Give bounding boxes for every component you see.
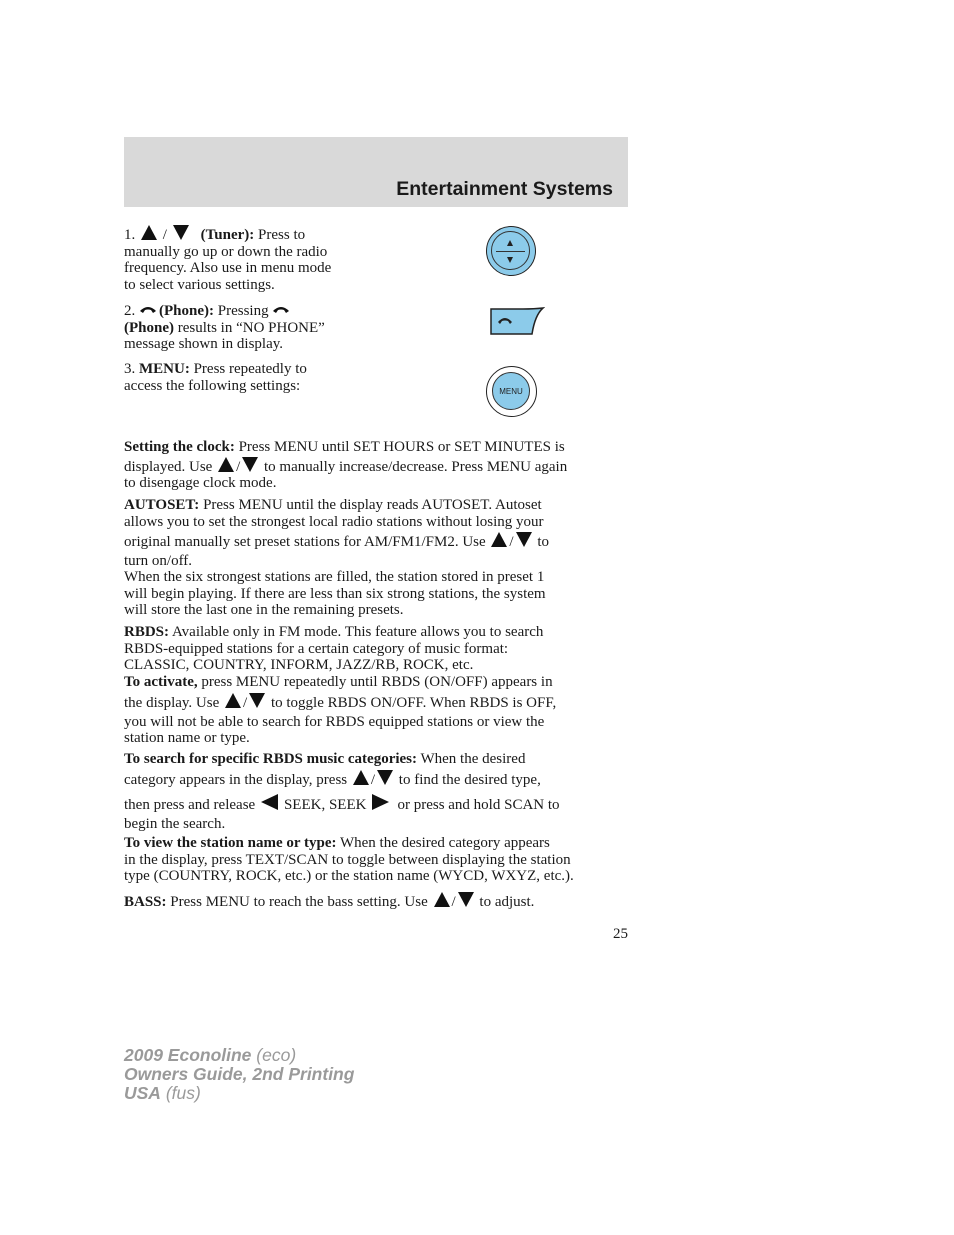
down-arrow-icon xyxy=(242,457,258,472)
tuner-button-icon xyxy=(486,226,536,276)
tuner-description: 1. / (Tuner): Press to manually go up or down the radio frequency. Also use in menu mode to select various settings. xyxy=(124,227,332,293)
down-arrow-icon xyxy=(249,693,265,708)
phone-description: 2. (Phone): Pressing (Phone) results in “NO PHONE” message shown in display. xyxy=(124,303,325,353)
menu-button-label: MENU xyxy=(492,372,530,410)
menu-description: 3. MENU: Press repeatedly to access the following settings: xyxy=(124,361,307,394)
down-arrow-icon xyxy=(516,532,532,547)
menu-button-icon xyxy=(486,366,537,417)
phone-icon xyxy=(272,303,292,320)
phone-icon xyxy=(139,303,159,320)
up-arrow-icon xyxy=(434,892,450,907)
up-arrow-icon xyxy=(491,532,507,547)
view-section: To view the station name or type: When the desired category appears in the display, press TEXT/SCAN to toggle between displaying the station type (COUNTRY, ROCK, etc.) or the station name (WYCD, WXYZ, etc.). xyxy=(124,835,574,884)
rbds-section: RBDS: Available only in FM mode. This feature allows you to search RBDS-equipped stations for a certain category of music format: CLASSIC, COUNTRY, INFORM, JAZZ/RB, ROCK, etc. To activate, press MENU repeatedly until RBDS (ON/OFF) appears in the display. Use / to toggle RBDS ON/OFF. When RBDS is OFF, you will not be able to search for RBDS equipped stations or view the station name or type. xyxy=(124,624,557,746)
seek-right-arrow-icon xyxy=(372,794,389,810)
section-title: Entertainment Systems xyxy=(396,178,613,200)
up-arrow-icon xyxy=(225,693,241,708)
section-header xyxy=(124,137,628,207)
autoset-section: AUTOSET: Press MENU until the display reads AUTOSET. Autoset allows you to set the strongest local radio stations without losing your original manually set preset stations for AM/FM1/FM2. Use / to turn on/off. When the six strongest stations are filled, the station stored in preset 1 will begin playing. If there are less than six strong stations, the system will store the last one in the remaining presets. xyxy=(124,497,549,618)
up-arrow-icon xyxy=(218,457,234,472)
down-arrow-icon xyxy=(458,892,474,907)
down-arrow-icon xyxy=(377,770,393,785)
down-arrow-icon xyxy=(507,257,513,263)
bass-section: BASS: Press MENU to reach the bass setting. Use / to adjust. xyxy=(124,894,535,910)
footer: 2009 Econoline (eco) Owners Guide, 2nd Printing USA (fus) xyxy=(124,1045,355,1103)
up-arrow-icon xyxy=(141,225,157,240)
search-section: To search for specific RBDS music categories: When the desired category appears in the display, press / to find the desired type, then press and release SEEK, SEEK or press and hold SCAN to begin the search. xyxy=(124,751,560,832)
up-arrow-icon xyxy=(353,770,369,785)
up-arrow-icon xyxy=(507,240,513,246)
seek-left-arrow-icon xyxy=(261,794,278,810)
page-number: 25 xyxy=(613,926,628,942)
phone-button-icon xyxy=(490,307,545,335)
clock-section: Setting the clock: Press MENU until SET HOURS or SET MINUTES is displayed. Use / to manually increase/decrease. Press MENU again to disengage clock mode. xyxy=(124,439,568,491)
down-arrow-icon xyxy=(173,225,189,240)
